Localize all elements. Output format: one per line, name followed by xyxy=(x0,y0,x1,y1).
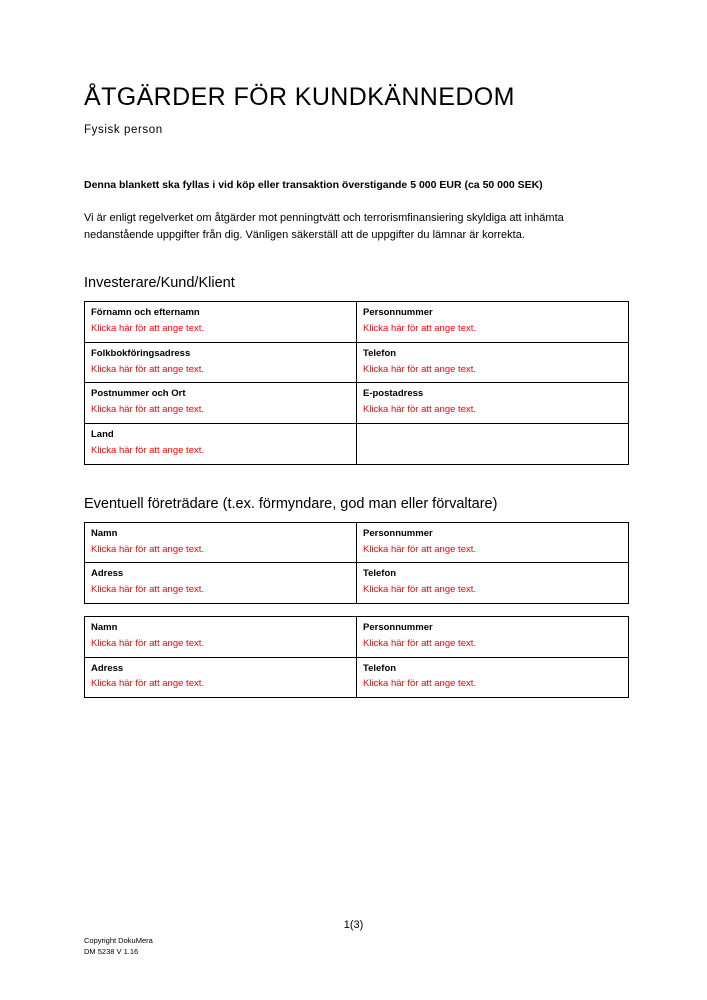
field-cell-personnummer-1[interactable] xyxy=(357,522,629,563)
field-value[interactable]: Klicka här för att ange text. xyxy=(91,404,205,416)
field-label: Personnummer xyxy=(363,527,433,539)
field-value[interactable]: Klicka här för att ange text. xyxy=(363,404,477,416)
field-value[interactable]: Klicka här för att ange text. xyxy=(363,363,477,375)
field-label: Folkbokföringsadress xyxy=(91,347,191,359)
table-row xyxy=(85,383,629,424)
field-cell-personnummer-2[interactable] xyxy=(357,617,629,658)
field-label: Postnummer och Ort xyxy=(91,388,186,400)
field-label: E-postadress xyxy=(363,388,424,400)
field-cell-adress-1[interactable] xyxy=(85,563,357,604)
table-row xyxy=(85,423,629,464)
field-value[interactable]: Klicka här för att ange text. xyxy=(363,543,477,555)
field-cell-personnummer[interactable] xyxy=(357,302,629,343)
field-label: Telefon xyxy=(363,662,397,674)
field-value[interactable]: Klicka här för att ange text. xyxy=(363,323,477,335)
field-cell-folkbokforingsadress[interactable] xyxy=(85,342,357,383)
field-value[interactable]: Klicka här för att ange text. xyxy=(91,637,205,649)
field-cell-telefon-1[interactable] xyxy=(357,563,629,604)
field-label: Förnamn och efternamn xyxy=(91,307,200,319)
field-label: Adress xyxy=(91,568,124,580)
field-cell-adress-2[interactable] xyxy=(85,657,357,698)
table-row xyxy=(85,342,629,383)
table-row xyxy=(85,657,629,698)
field-value[interactable]: Klicka här för att ange text. xyxy=(91,584,205,596)
footer-copyright: Copyright DokuMera xyxy=(84,936,153,945)
field-cell-empty xyxy=(357,423,629,464)
field-label: Telefon xyxy=(363,347,397,359)
page-number: 1(3) xyxy=(343,919,364,931)
table-foretradare-2 xyxy=(84,616,629,698)
field-value[interactable]: Klicka här för att ange text. xyxy=(91,444,205,456)
field-cell-namn-1[interactable] xyxy=(85,522,357,563)
field-label: Adress xyxy=(91,662,124,674)
field-value[interactable]: Klicka här för att ange text. xyxy=(363,637,477,649)
page-title: ÅTGÄRDER FÖR KUNDKÄNNEDOM xyxy=(84,83,515,111)
field-label: Personnummer xyxy=(363,307,433,319)
section-heading-foretradare: Eventuell företrädare (t.ex. förmyndare, god man eller förvaltare) xyxy=(84,495,498,512)
field-cell-epostadress[interactable] xyxy=(357,383,629,424)
intro-paragraph: Vi är enligt regelverket om åtgärder mot penningtvätt och terrorismfinansiering skyldiga att inhämta nedanstående uppgifter från dig. Vänligen säkerställ att de uppgifter du lämnar är korrekta. xyxy=(84,211,564,241)
field-cell-postnummer-ort[interactable] xyxy=(85,383,357,424)
table-gap-spacer xyxy=(84,604,630,616)
field-label: Land xyxy=(91,428,114,440)
footer xyxy=(84,935,153,958)
intro-bold-text: Denna blankett ska fyllas i vid köp eller transaktion överstigande 5 000 EUR (ca 50 000 SEK) xyxy=(84,178,543,191)
page-subtitle: Fysisk person xyxy=(84,123,163,136)
field-value[interactable]: Klicka här för att ange text. xyxy=(363,584,477,596)
field-value[interactable]: Klicka här för att ange text. xyxy=(91,543,205,555)
field-label: Namn xyxy=(91,527,118,539)
field-cell-telefon-2[interactable] xyxy=(357,657,629,698)
table-row xyxy=(85,522,629,563)
field-cell-fornamn-efternamn[interactable] xyxy=(85,302,357,343)
table-investerare xyxy=(84,301,629,464)
document-content xyxy=(84,0,630,698)
table-foretradare-1 xyxy=(84,522,629,604)
field-cell-telefon[interactable] xyxy=(357,342,629,383)
field-value[interactable]: Klicka här för att ange text. xyxy=(363,678,477,690)
field-label: Personnummer xyxy=(363,622,433,634)
section-heading-investerare: Investerare/Kund/Klient xyxy=(84,274,235,291)
field-value[interactable]: Klicka här för att ange text. xyxy=(91,678,205,690)
field-label: Telefon xyxy=(363,568,397,580)
field-value[interactable]: Klicka här för att ange text. xyxy=(91,323,205,335)
footer-doc-id: DM 5238 V 1.16 xyxy=(84,947,139,957)
table-row xyxy=(85,302,629,343)
table-row xyxy=(85,563,629,604)
field-cell-land[interactable] xyxy=(85,423,357,464)
field-cell-namn-2[interactable] xyxy=(85,617,357,658)
table-row xyxy=(85,617,629,658)
field-label: Namn xyxy=(91,622,118,634)
field-value[interactable]: Klicka här för att ange text. xyxy=(91,363,205,375)
